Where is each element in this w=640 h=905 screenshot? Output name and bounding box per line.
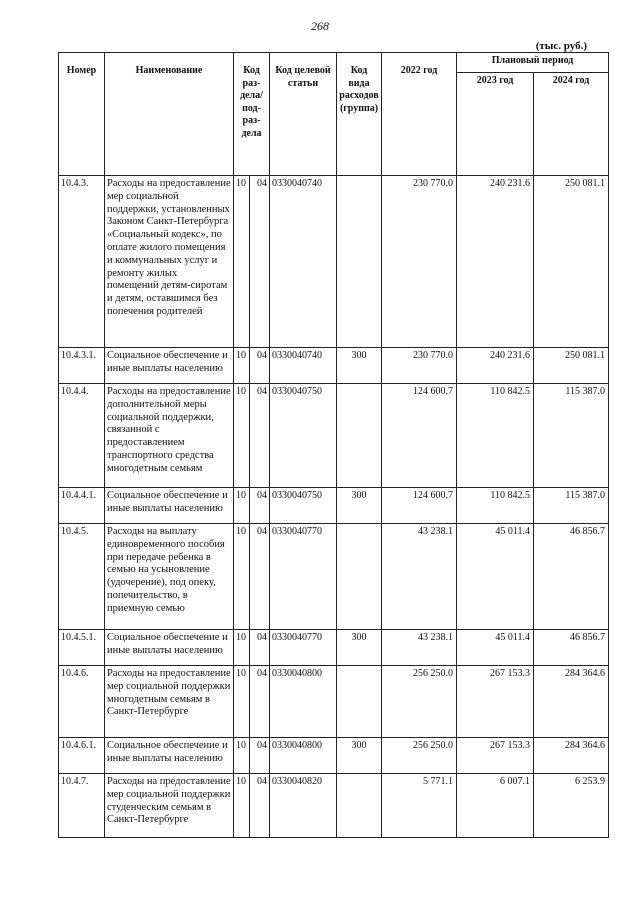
row-razdel: 10 [234, 738, 250, 774]
row-2024: 115 387.0 [534, 488, 609, 524]
row-podrazdel: 04 [250, 176, 270, 348]
row-2022: 256 250.0 [382, 738, 457, 774]
row-2024: 284 364.6 [534, 666, 609, 738]
row-2022: 5 771.1 [382, 774, 457, 838]
row-2023: 240 231.6 [457, 176, 534, 348]
header-year-2024: 2024 год [534, 73, 609, 176]
row-2023: 45 011.4 [457, 630, 534, 666]
header-name: Наименование [105, 53, 234, 176]
budget-table [58, 52, 609, 838]
row-podrazdel: 04 [250, 488, 270, 524]
row-name: Социальное обеспечение и иные выплаты населению [105, 488, 234, 524]
header-target: Код целевой статьи [270, 53, 337, 176]
row-2023: 110 842.5 [457, 384, 534, 488]
table-row [59, 488, 609, 524]
header-plan-period: Плановый период [457, 53, 609, 73]
row-target: 0330040740 [270, 176, 337, 348]
row-name: Социальное обеспечение и иные выплаты населению [105, 348, 234, 384]
row-2022: 124 600.7 [382, 488, 457, 524]
row-expense-type [337, 774, 382, 838]
table-row [59, 738, 609, 774]
row-id: 10.4.4.1. [59, 488, 105, 524]
row-razdel: 10 [234, 384, 250, 488]
row-name: Расходы на предоставление дополнительной меры социальной поддержки, связанной с предоставлением транспортного средства многодетным семьям [105, 384, 234, 488]
row-podrazdel: 04 [250, 524, 270, 630]
row-podrazdel: 04 [250, 738, 270, 774]
row-2023: 6 007.1 [457, 774, 534, 838]
table-row [59, 176, 609, 348]
row-name: Социальное обеспечение и иные выплаты населению [105, 630, 234, 666]
row-expense-type [337, 384, 382, 488]
row-name: Расходы на предоставление мер социальной поддержки, установленных Законом Санкт-Петербурга «Социальный кодекс», по оплате жилого помещения и коммунальных услуг и ремонту жилых помещений детям-сиротам и детям, оставшимся без попечения родителей [105, 176, 234, 348]
row-podrazdel: 04 [250, 630, 270, 666]
row-name: Социальное обеспечение и иные выплаты населению [105, 738, 234, 774]
header-expense-type: Код вида расходов (группа) [337, 53, 382, 176]
row-target: 0330040770 [270, 630, 337, 666]
row-expense-type: 300 [337, 488, 382, 524]
row-2024: 284 364.6 [534, 738, 609, 774]
row-expense-type [337, 524, 382, 630]
header-year-2023: 2023 год [457, 73, 534, 176]
row-id: 10.4.3.1. [59, 348, 105, 384]
table-row [59, 630, 609, 666]
table-row [59, 348, 609, 384]
table-row [59, 524, 609, 630]
row-expense-type: 300 [337, 348, 382, 384]
row-id: 10.4.5.1. [59, 630, 105, 666]
row-target: 0330040750 [270, 384, 337, 488]
row-id: 10.4.6.1. [59, 738, 105, 774]
row-2023: 110 842.5 [457, 488, 534, 524]
row-expense-type: 300 [337, 738, 382, 774]
row-2023: 240 231.6 [457, 348, 534, 384]
row-2024: 46 856.7 [534, 524, 609, 630]
header-section: Код раз-дела/ под-раз-дела [234, 53, 270, 176]
row-expense-type [337, 666, 382, 738]
row-2024: 46 856.7 [534, 630, 609, 666]
page-number: 268 [311, 19, 329, 33]
row-name: Расходы на выплату единовременного пособия при передаче ребенка в семью на усыновление (удочерение), под опеку, попечительство, в приемную семью [105, 524, 234, 630]
row-target: 0330040800 [270, 738, 337, 774]
row-razdel: 10 [234, 630, 250, 666]
row-razdel: 10 [234, 774, 250, 838]
row-2023: 45 011.4 [457, 524, 534, 630]
row-podrazdel: 04 [250, 774, 270, 838]
table-row [59, 384, 609, 488]
row-name: Расходы на предоставление мер социальной поддержки многодетным семьям в Санкт-Петербурге [105, 666, 234, 738]
row-id: 10.4.4. [59, 384, 105, 488]
row-id: 10.4.6. [59, 666, 105, 738]
row-2022: 230 770.0 [382, 348, 457, 384]
row-razdel: 10 [234, 348, 250, 384]
row-2024: 115 387.0 [534, 384, 609, 488]
row-2022: 124 600.7 [382, 384, 457, 488]
row-target: 0330040800 [270, 666, 337, 738]
row-2024: 6 253.9 [534, 774, 609, 838]
row-2023: 267 153.3 [457, 666, 534, 738]
row-podrazdel: 04 [250, 666, 270, 738]
row-razdel: 10 [234, 488, 250, 524]
row-2024: 250 081.1 [534, 348, 609, 384]
row-id: 10.4.3. [59, 176, 105, 348]
row-expense-type: 300 [337, 630, 382, 666]
row-target: 0330040740 [270, 348, 337, 384]
row-target: 0330040750 [270, 488, 337, 524]
header-year-2022: 2022 год [382, 53, 457, 176]
row-razdel: 10 [234, 666, 250, 738]
header-row [59, 53, 609, 73]
row-2023: 267 153.3 [457, 738, 534, 774]
row-target: 0330040820 [270, 774, 337, 838]
row-expense-type [337, 176, 382, 348]
row-name: Расходы на предоставление мер социальной поддержки студенческим семьям в Санкт-Петербурге [105, 774, 234, 838]
row-id: 10.4.7. [59, 774, 105, 838]
table-row [59, 774, 609, 838]
row-podrazdel: 04 [250, 348, 270, 384]
row-2022: 230 770.0 [382, 176, 457, 348]
row-razdel: 10 [234, 524, 250, 630]
row-target: 0330040770 [270, 524, 337, 630]
row-podrazdel: 04 [250, 384, 270, 488]
header-number: Номер [59, 53, 105, 176]
row-2022: 256 250.0 [382, 666, 457, 738]
row-2024: 250 081.1 [534, 176, 609, 348]
row-razdel: 10 [234, 176, 250, 348]
row-id: 10.4.5. [59, 524, 105, 630]
units-label: (тыс. руб.) [535, 40, 587, 52]
row-2022: 43 238.1 [382, 524, 457, 630]
table-row [59, 666, 609, 738]
row-2022: 43 238.1 [382, 630, 457, 666]
